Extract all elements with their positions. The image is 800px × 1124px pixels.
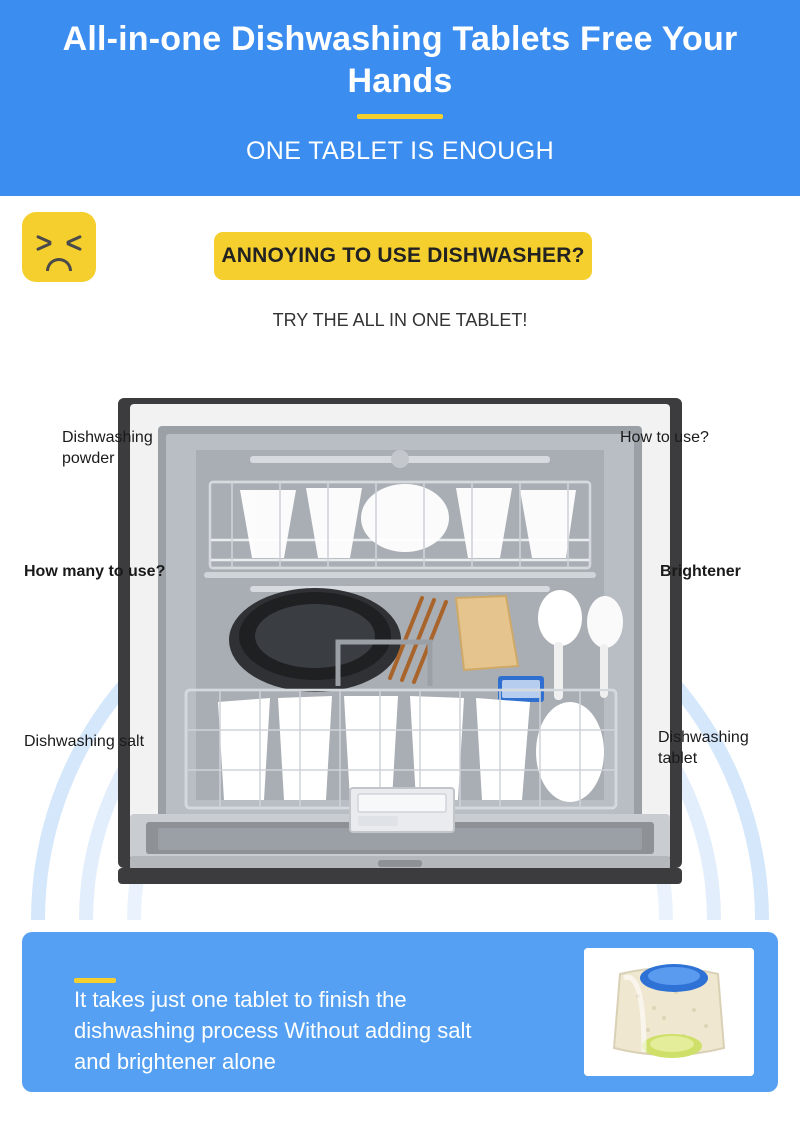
header-subtitle: ONE TABLET IS ENOUGH [245,137,555,166]
header-banner [0,0,800,196]
hero-section [0,360,800,920]
sad-face-eye-right-stroke-b [66,242,82,251]
label-dishwashing-powder: Dishwashing powder [62,429,153,467]
sad-face-icon [22,212,96,282]
label-how-to-use: How to use? [620,429,709,446]
title-underline [357,114,443,119]
sad-face-eye-left-stroke-b [36,242,52,251]
label-dishwashing-salt: Dishwashing salt [24,733,145,750]
sad-face-mouth [46,258,72,271]
banner-text: It takes just one tablet to finish the dishwashing process Without adding salt and brightener alone [74,987,472,1075]
banner-accent-bar [74,978,116,983]
label-brightener: Brightener [660,563,741,580]
tablet-product-image [584,948,754,1076]
product-thumbnail [584,948,754,1076]
label-how-many-to-use: How many to use? [24,563,166,580]
try-tablet-line: TRY THE ALL IN ONE TABLET! [272,310,528,330]
bottom-banner [22,932,778,1092]
page-title: All-in-one Dishwashing Tablets Free Your Hands [62,20,738,101]
annoying-question-pill: ANNOYING TO USE DISHWASHER? [214,232,592,280]
label-dishwashing-tablet: Dishwashing tablet [658,729,749,767]
